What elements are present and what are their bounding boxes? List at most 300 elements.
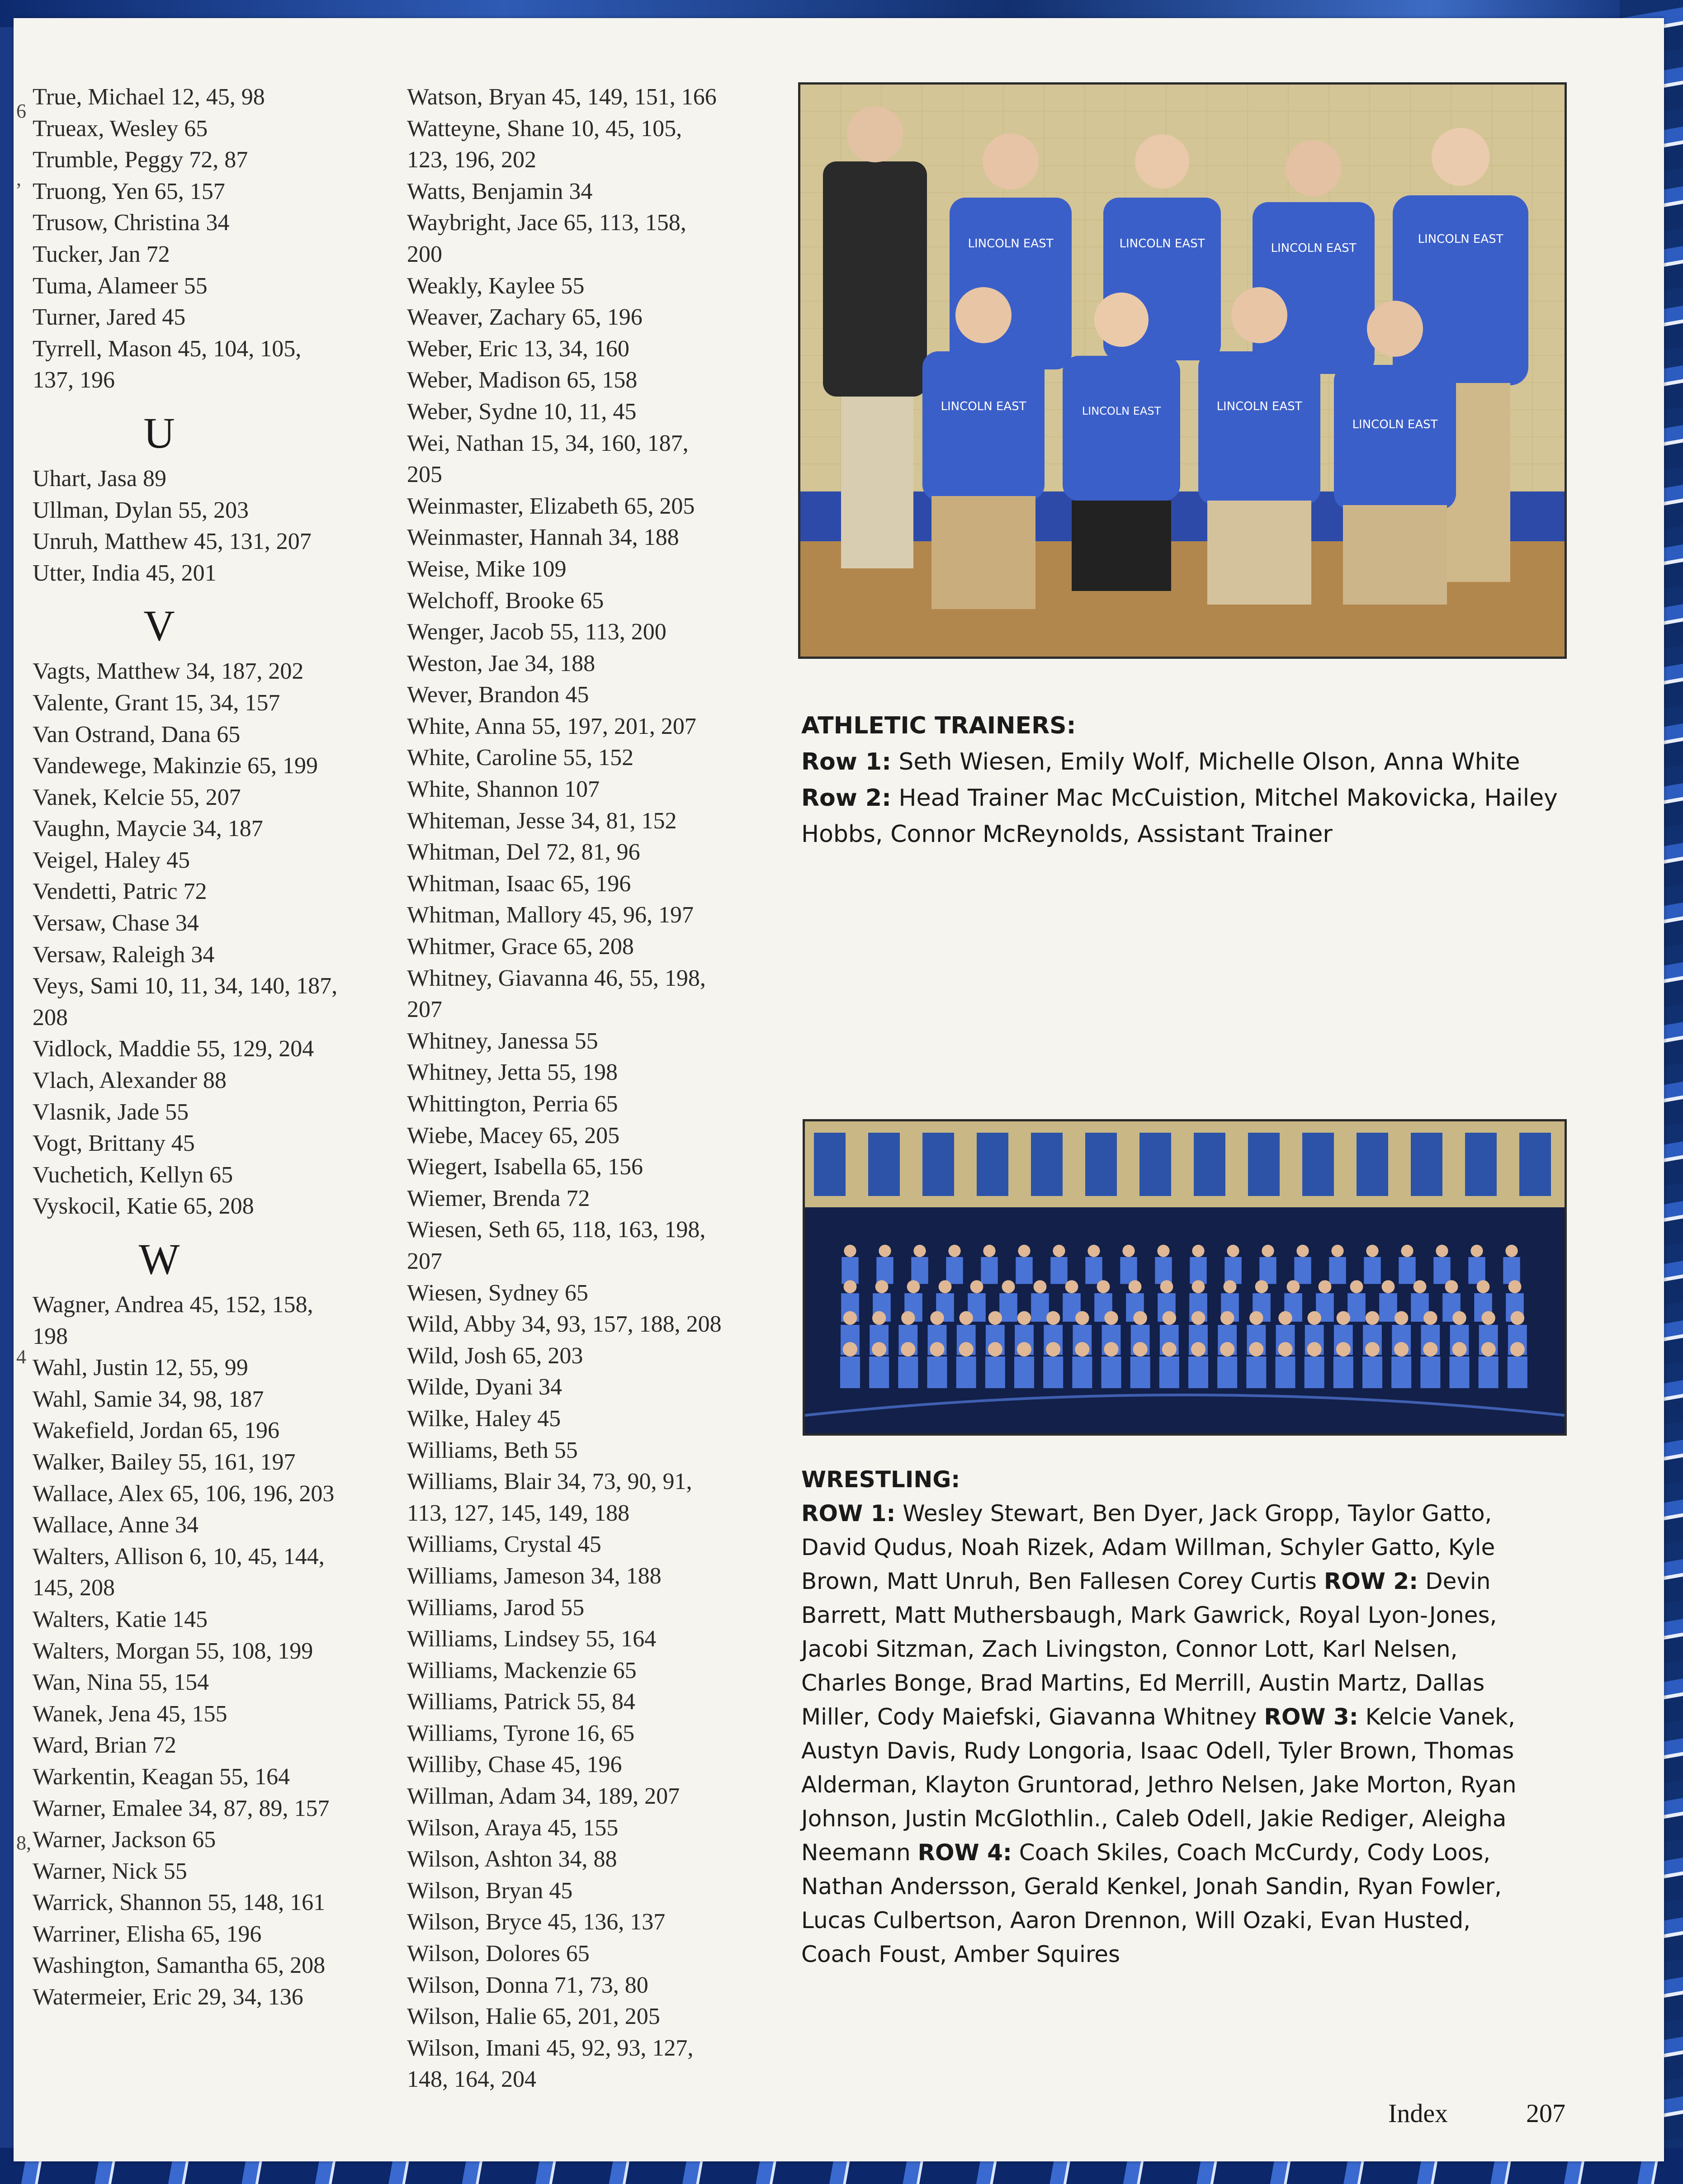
index-entry: Williams, Blair 34, 73, 90, 91, xyxy=(407,1469,692,1495)
row-label: ROW 4: xyxy=(917,1839,1012,1866)
team-member-head xyxy=(1192,1245,1204,1257)
team-member-head xyxy=(1337,1311,1350,1325)
index-entry: Wilson, Bryan 45 xyxy=(407,1877,573,1904)
section-letter-v: V xyxy=(143,601,175,650)
index-list-v xyxy=(33,656,403,1222)
team-member-head xyxy=(1157,1245,1169,1257)
index-entry: Vlasnik, Jade 55 xyxy=(33,1099,189,1125)
row-names: Kelcie Vanek, Austyn Davis, Rudy Longoria, Isaac Odell, Tyler Brown, Thomas Alderman, Klayton Gruntorad, Jethro Nelsen, Jake Morton, Ryan Johnson, Justin McGlothlin., Caleb Odell, Jakie Rediger, Aleigha Neemann xyxy=(801,1704,1517,1866)
team-member-head xyxy=(844,1245,856,1257)
team-member-head xyxy=(1227,1245,1239,1257)
team-member xyxy=(1130,1357,1150,1388)
index-entry: 198 xyxy=(33,1323,68,1349)
margin-mark: 4 xyxy=(16,1346,26,1368)
row-label: Row 1: xyxy=(801,748,891,775)
index-entry: True, Michael 12, 45, 98 xyxy=(33,84,265,110)
index-entry: Warner, Emalee 34, 87, 89, 157 xyxy=(33,1795,330,1821)
index-entry: Watson, Bryan 45, 149, 151, 166 xyxy=(407,84,717,110)
team-member xyxy=(1479,1357,1499,1388)
index-entry: Williams, Jameson 34, 188 xyxy=(407,1563,662,1589)
team-member-head xyxy=(1087,1245,1100,1257)
index-entry: Weinmaster, Elizabeth 65, 205 xyxy=(407,493,695,519)
team-member xyxy=(1259,1257,1276,1284)
team-member xyxy=(840,1357,860,1388)
index-entry: Williams, Lindsey 55, 164 xyxy=(407,1626,657,1652)
index-entry: Whittington, Perria 65 xyxy=(407,1091,618,1117)
team-member xyxy=(1014,1357,1034,1388)
team-member xyxy=(1399,1257,1415,1284)
index-entry: Walters, Allison 6, 10, 45, 144, xyxy=(33,1543,325,1569)
index-entry: 137, 196 xyxy=(33,367,115,393)
index-entry: Wilson, Araya 45, 155 xyxy=(407,1815,619,1841)
index-entry: Wild, Josh 65, 203 xyxy=(407,1343,583,1369)
team-member-head xyxy=(1262,1245,1274,1257)
team-member-head xyxy=(988,1311,1002,1325)
team-member-head xyxy=(1287,1280,1300,1293)
team-member xyxy=(1085,1257,1102,1284)
team-member-head xyxy=(879,1245,891,1257)
margin-mark: 6 xyxy=(16,100,26,122)
index-entry: Williams, Jarod 55 xyxy=(407,1594,585,1621)
index-list-u xyxy=(33,463,403,589)
index-entry: Uhart, Jasa 89 xyxy=(33,465,167,492)
team-member-head xyxy=(1445,1280,1458,1293)
team-member-head xyxy=(1414,1280,1427,1293)
index-entry: Whitney, Jetta 55, 198 xyxy=(407,1059,618,1086)
banner xyxy=(1031,1133,1063,1196)
shirt-lettering: LINCOLN EAST xyxy=(1216,400,1302,413)
team-member-head xyxy=(1382,1280,1395,1293)
index-entry: Wever, Brandon 45 xyxy=(407,682,589,708)
team-member-head xyxy=(1018,1245,1030,1257)
team-member-head xyxy=(1319,1280,1332,1293)
index-entry: Weise, Mike 109 xyxy=(407,556,567,582)
team-member-head xyxy=(872,1342,886,1357)
team-member-head xyxy=(1508,1280,1522,1293)
index-entry: Williams, Beth 55 xyxy=(407,1437,578,1463)
team-member-head xyxy=(939,1280,952,1293)
index-entry: Wilson, Bryce 45, 136, 137 xyxy=(407,1909,666,1935)
index-entry: Willman, Adam 34, 189, 207 xyxy=(407,1783,680,1810)
index-entry: Williams, Mackenzie 65 xyxy=(407,1657,637,1683)
team-member-head xyxy=(1163,1311,1176,1325)
row-names: Seth Wiesen, Emily Wolf, Michelle Olson, Anna White xyxy=(891,748,1520,775)
index-entry: Wahl, Samie 34, 98, 187 xyxy=(33,1386,264,1412)
team-member-head xyxy=(1423,1311,1437,1325)
index-entry: Weber, Madison 65, 158 xyxy=(407,367,638,393)
row-names: Devin Barrett, Matt Muthersbaugh, Mark Gawrick, Royal Lyon-Jones, Jacobi Sitzman, Zach Livingston, Connor Lott, Karl Nelsen, Charles Bonge, Brad Martins, Ed Merrill, Austin Martz, Dallas Miller, Cody Maiefski, Giavanna Whitney xyxy=(801,1568,1497,1730)
row-label: ROW 2: xyxy=(1324,1568,1418,1594)
banner xyxy=(1411,1133,1442,1196)
index-entry: 208 xyxy=(33,1004,68,1031)
index-entry: Whitmer, Grace 65, 208 xyxy=(407,934,634,960)
team-member-head xyxy=(1133,1342,1148,1357)
index-entry: Wei, Nathan 15, 34, 160, 187, xyxy=(407,430,689,456)
team-member-head xyxy=(1017,1342,1031,1357)
index-entry: Washington, Samantha 65, 208 xyxy=(33,1952,326,1979)
team-member xyxy=(1102,1357,1121,1388)
team-member xyxy=(1391,1357,1411,1388)
team-member-head xyxy=(1307,1342,1322,1357)
index-entry: 207 xyxy=(407,997,442,1023)
team-member xyxy=(1294,1257,1311,1284)
index-entry: Wan, Nina 55, 154 xyxy=(33,1669,209,1696)
team-member-head xyxy=(970,1280,983,1293)
index-entry: Warner, Nick 55 xyxy=(33,1858,187,1884)
row-names: Coach Skiles, Coach McCurdy, Cody Loos, Nathan Andersson, Gerald Kenkel, Jonah Sandin, Ryan Fowler, Lucas Culbertson, Aaron Drennon, Will Ozaki, Evan Husted, Coach Foust, Amber Squires xyxy=(801,1839,1502,1967)
index-entry: Wilde, Dyani 34 xyxy=(407,1374,563,1400)
index-entry: Wilson, Halie 65, 201, 205 xyxy=(407,2004,660,2030)
index-entry: Whitman, Mallory 45, 96, 197 xyxy=(407,902,694,928)
index-entry: Versaw, Raleigh 34 xyxy=(33,941,215,968)
index-entry: 148, 164, 204 xyxy=(407,2066,536,2093)
banner xyxy=(1248,1133,1280,1196)
caption-title: ATHLETIC TRAINERS: xyxy=(801,712,1076,739)
index-entry: Walker, Bailey 55, 161, 197 xyxy=(33,1449,296,1475)
team-member-head xyxy=(1511,1311,1524,1325)
margin-mark: 8, xyxy=(16,1832,31,1854)
shirt-lettering: LINCOLN EAST xyxy=(1082,405,1161,417)
index-entry: 123, 196, 202 xyxy=(407,147,536,173)
caption-row-2 xyxy=(801,780,1561,852)
index-entry: Versaw, Chase 34 xyxy=(33,910,199,936)
yearbook-page xyxy=(14,18,1664,2161)
team-member-head xyxy=(1104,1311,1118,1325)
index-entry: Tyrrell, Mason 45, 104, 105, xyxy=(33,336,302,362)
wrestling-photo-illustration xyxy=(805,1121,1565,1433)
index-entry: Tuma, Alameer 55 xyxy=(33,273,208,299)
index-entry: Whiteman, Jesse 34, 81, 152 xyxy=(407,808,677,834)
index-entry: Wilke, Haley 45 xyxy=(407,1405,561,1432)
team-member-head xyxy=(913,1245,926,1257)
team-member-head xyxy=(1452,1311,1466,1325)
index-entry: Trueax, Wesley 65 xyxy=(33,115,208,142)
index-entry: Wagner, Andrea 45, 152, 158, xyxy=(33,1292,313,1318)
banner xyxy=(1465,1133,1497,1196)
team-member-head xyxy=(1220,1311,1234,1325)
team-member-head xyxy=(1452,1342,1467,1357)
index-entry: Wiesen, Sydney 65 xyxy=(407,1280,588,1306)
shirt-lettering: LINCOLN EAST xyxy=(1271,241,1357,255)
team-member-head xyxy=(1477,1280,1490,1293)
banner xyxy=(1085,1133,1117,1196)
team-member-head xyxy=(1481,1311,1495,1325)
index-entry: Wanek, Jena 45, 155 xyxy=(33,1701,227,1727)
team-member-head xyxy=(1053,1245,1065,1257)
index-entry: Weinmaster, Hannah 34, 188 xyxy=(407,525,679,551)
team-member xyxy=(1159,1357,1179,1388)
index-entry: Truong, Yen 65, 157 xyxy=(33,178,225,204)
page-number: 207 xyxy=(1526,2099,1565,2128)
team-member-head xyxy=(1470,1245,1483,1257)
team-member xyxy=(1362,1357,1382,1388)
index-entry: Wiesen, Seth 65, 118, 163, 198, xyxy=(407,1217,706,1243)
team-member-head xyxy=(843,1342,857,1357)
team-member-head xyxy=(1394,1342,1409,1357)
team-member-head xyxy=(1255,1280,1268,1293)
index-entry: 205 xyxy=(407,462,442,488)
team-member-head xyxy=(844,1280,857,1293)
team-member-head xyxy=(959,1311,973,1325)
section-letter-w: W xyxy=(138,1235,180,1283)
team-member-head xyxy=(1307,1311,1321,1325)
index-entry: Trumble, Peggy 72, 87 xyxy=(33,147,248,173)
athletic-trainers-caption xyxy=(801,708,1561,852)
index-entry: Whitney, Giavanna 46, 55, 198, xyxy=(407,965,706,991)
wrestling-team-photo xyxy=(803,1119,1567,1436)
team-member-head xyxy=(1017,1311,1031,1325)
team-member-head xyxy=(1220,1342,1234,1357)
index-entry: Ullman, Dylan 55, 203 xyxy=(33,497,249,523)
team-member-head xyxy=(1350,1280,1363,1293)
index-entry: Williams, Tyrone 16, 65 xyxy=(407,1720,635,1746)
team-member xyxy=(1433,1257,1450,1284)
team-member xyxy=(1347,1293,1366,1322)
team-member xyxy=(1508,1357,1527,1388)
index-entry: Weston, Jae 34, 188 xyxy=(407,650,596,676)
index-entry: Whitman, Del 72, 81, 96 xyxy=(407,839,640,865)
index-list-t xyxy=(33,81,403,396)
banner xyxy=(922,1133,954,1196)
team-member xyxy=(1333,1357,1353,1388)
index-entry: White, Caroline 55, 152 xyxy=(407,745,634,771)
banner xyxy=(1519,1133,1551,1196)
athletic-trainers-photo xyxy=(798,82,1567,659)
team-member-head xyxy=(1104,1342,1119,1357)
team-member-head xyxy=(1249,1311,1263,1325)
team-member-head xyxy=(1423,1342,1437,1357)
index-entry: Unruh, Matthew 45, 131, 207 xyxy=(33,529,312,555)
index-entry: Walters, Morgan 55, 108, 199 xyxy=(33,1638,313,1664)
team-member-head xyxy=(907,1280,920,1293)
index-entry: Warriner, Elisha 65, 196 xyxy=(33,1921,262,1947)
index-entry: Weber, Sydne 10, 11, 45 xyxy=(407,398,637,425)
index-entry: White, Anna 55, 197, 201, 207 xyxy=(407,713,696,739)
row-label: ROW 3: xyxy=(1264,1704,1358,1730)
index-entry: Turner, Jared 45 xyxy=(33,304,186,331)
footer-section-label: Index xyxy=(1388,2099,1448,2128)
index-entry: Waybright, Jace 65, 113, 158, xyxy=(407,210,686,236)
banner xyxy=(1302,1133,1334,1196)
team-member xyxy=(842,1257,858,1284)
team-member-head xyxy=(1065,1280,1078,1293)
index-entry: Watteyne, Shane 10, 45, 105, xyxy=(407,115,682,142)
team-member-head xyxy=(1249,1342,1263,1357)
team-member-head xyxy=(843,1311,857,1325)
index-entry: Wenger, Jacob 55, 113, 200 xyxy=(407,619,667,645)
banner xyxy=(977,1133,1008,1196)
row-names: Head Trainer Mac McCuistion, Mitchel Makovicka, Hailey Hobbs, Connor McReynolds, Assistant Trainer xyxy=(801,785,1558,848)
index-entry: Vagts, Matthew 34, 187, 202 xyxy=(33,658,304,685)
index-entry: Williby, Chase 45, 196 xyxy=(407,1752,622,1778)
team-member xyxy=(1468,1257,1485,1284)
team-member-head xyxy=(1133,1311,1147,1325)
team-member-head xyxy=(1075,1311,1089,1325)
index-entry: Tucker, Jan 72 xyxy=(33,241,170,267)
team-member xyxy=(1217,1357,1237,1388)
team-member-head xyxy=(1097,1280,1110,1293)
team-member xyxy=(985,1357,1005,1388)
index-entry: Wiebe, Macey 65, 205 xyxy=(407,1122,620,1149)
index-entry: Vogt, Brittany 45 xyxy=(33,1130,195,1157)
index-entry: Wakefield, Jordan 65, 196 xyxy=(33,1418,279,1444)
team-member xyxy=(956,1357,976,1388)
section-letter-u: U xyxy=(143,408,175,457)
team-member-head xyxy=(1366,1311,1379,1325)
team-member-head xyxy=(872,1311,886,1325)
shirt-lettering: LINCOLN EAST xyxy=(941,400,1026,413)
team-member-head xyxy=(1162,1342,1177,1357)
team-member-head xyxy=(988,1342,1002,1357)
index-entry: Utter, India 45, 201 xyxy=(33,560,217,586)
caption-title: WRESTLING: xyxy=(801,1466,960,1493)
index-entry: Whitney, Janessa 55 xyxy=(407,1028,598,1054)
team-member xyxy=(1120,1257,1137,1284)
team-member-head xyxy=(1046,1342,1060,1357)
team-member-head xyxy=(1224,1280,1237,1293)
index-entry: Weakly, Kaylee 55 xyxy=(407,273,585,299)
index-entry: Weaver, Zachary 65, 196 xyxy=(407,304,643,331)
index-entry: Watts, Benjamin 34 xyxy=(407,178,593,204)
team-member xyxy=(911,1257,928,1284)
team-member xyxy=(1050,1257,1067,1284)
team-member-head xyxy=(901,1342,915,1357)
shirt-lettering: LINCOLN EAST xyxy=(1352,418,1438,431)
row-names: Wesley Stewart, Ben Dyer, Jack Gropp, Taylor Gatto, David Qudus, Noah Rizek, Adam Willman, Schyler Gatto, Kyle Brown, Matt Unruh, Ben Fallesen Corey Curtis xyxy=(801,1500,1495,1594)
team-member xyxy=(1379,1293,1397,1322)
team-member-head xyxy=(1278,1342,1293,1357)
index-entry: Vendetti, Patric 72 xyxy=(33,879,207,905)
index-column-1 xyxy=(33,81,403,2013)
index-entry: Trusow, Christina 34 xyxy=(33,210,230,236)
team-member-head xyxy=(948,1245,960,1257)
index-entry: Wilson, Dolores 65 xyxy=(407,1941,590,1967)
shirt-lettering: LINCOLN EAST xyxy=(968,237,1054,251)
index-entry: Vandewege, Makinzie 65, 199 xyxy=(33,753,318,779)
banner xyxy=(1139,1133,1171,1196)
team-member xyxy=(1155,1257,1172,1284)
index-entry: Veys, Sami 10, 11, 34, 140, 187, xyxy=(33,973,338,999)
index-column-2 xyxy=(407,81,814,2095)
index-entry: Warner, Jackson 65 xyxy=(33,1827,216,1853)
team-member xyxy=(1043,1357,1063,1388)
team-member xyxy=(981,1257,998,1284)
index-entry: Wahl, Justin 12, 55, 99 xyxy=(33,1355,248,1381)
team-member-head xyxy=(983,1245,995,1257)
index-list-w xyxy=(33,1289,403,2013)
index-entry: Wallace, Anne 34 xyxy=(33,1512,199,1538)
margin-mark: , xyxy=(16,168,21,190)
team-member-head xyxy=(1278,1311,1292,1325)
shirt-lettering: LINCOLN EAST xyxy=(1418,232,1503,246)
banner xyxy=(1194,1133,1225,1196)
team-member xyxy=(1503,1257,1520,1284)
caption-row-1 xyxy=(801,744,1561,780)
index-entry: Whitman, Isaac 65, 196 xyxy=(407,870,631,897)
shirt-lettering: LINCOLN EAST xyxy=(1119,237,1205,251)
index-entry: Warrick, Shannon 55, 148, 161 xyxy=(33,1890,326,1916)
team-member xyxy=(1072,1357,1092,1388)
team-member-head xyxy=(1366,1245,1378,1257)
team-member xyxy=(869,1357,889,1388)
index-entry: Vaughn, Maycie 34, 187 xyxy=(33,816,263,842)
team-member xyxy=(1420,1357,1440,1388)
index-entry: Wild, Abby 34, 93, 157, 188, 208 xyxy=(407,1311,722,1338)
index-list-w-continued xyxy=(407,81,814,2095)
index-entry: Wilson, Ashton 34, 88 xyxy=(407,1846,617,1872)
team-member-head xyxy=(1296,1245,1309,1257)
team-member xyxy=(1276,1357,1295,1388)
team-member xyxy=(1031,1293,1049,1322)
index-entry: Veigel, Haley 45 xyxy=(33,847,190,873)
team-member-head xyxy=(1191,1342,1206,1357)
team-member-head xyxy=(1401,1245,1413,1257)
index-entry: Watermeier, Eric 29, 34, 136 xyxy=(33,1984,303,2010)
team-member xyxy=(898,1357,918,1388)
row-label: Row 2: xyxy=(801,785,891,812)
team-member-head xyxy=(1510,1342,1525,1357)
index-entry: Walters, Katie 145 xyxy=(33,1606,208,1632)
index-entry: Wilson, Donna 71, 73, 80 xyxy=(407,1972,648,1998)
wrestling-caption xyxy=(801,1463,1543,1971)
team-member-head xyxy=(1365,1342,1380,1357)
index-entry: 145, 208 xyxy=(33,1575,115,1601)
team-member-head xyxy=(1129,1280,1142,1293)
index-entry: Welchoff, Brooke 65 xyxy=(407,587,604,614)
index-entry: 113, 127, 145, 149, 188 xyxy=(407,1500,630,1526)
trainers-photo-illustration xyxy=(800,85,1565,657)
team-member-head xyxy=(1481,1342,1496,1357)
team-member xyxy=(1016,1257,1032,1284)
team-member-head xyxy=(1122,1245,1135,1257)
team-member xyxy=(1329,1257,1346,1284)
banner xyxy=(868,1133,900,1196)
index-entry: Wilson, Imani 45, 92, 93, 127, xyxy=(407,2035,694,2061)
index-entry: White, Shannon 107 xyxy=(407,776,600,803)
team-member-head xyxy=(875,1280,889,1293)
team-member xyxy=(946,1257,963,1284)
banner xyxy=(814,1133,846,1196)
banner xyxy=(1357,1133,1388,1196)
index-entry: Valente, Grant 15, 34, 157 xyxy=(33,690,280,716)
team-member-head xyxy=(901,1311,915,1325)
team-member-head xyxy=(930,1342,945,1357)
index-entry: Wiemer, Brenda 72 xyxy=(407,1185,590,1211)
index-entry: Wiegert, Isabella 65, 156 xyxy=(407,1154,643,1180)
index-entry: Weber, Eric 13, 34, 160 xyxy=(407,336,629,362)
index-entry: 200 xyxy=(407,241,442,267)
index-entry: Vlach, Alexander 88 xyxy=(33,1068,227,1094)
team-member-head xyxy=(1075,1342,1089,1357)
index-entry: Vidlock, Maddie 55, 129, 204 xyxy=(33,1036,314,1062)
caption-body xyxy=(801,1497,1543,1971)
team-member-head xyxy=(1331,1245,1343,1257)
team-member xyxy=(1190,1257,1206,1284)
index-entry: Williams, Crystal 45 xyxy=(407,1532,601,1558)
index-entry: Vyskocil, Katie 65, 208 xyxy=(33,1193,254,1220)
index-entry: Williams, Patrick 55, 84 xyxy=(407,1689,635,1715)
index-entry: Ward, Brian 72 xyxy=(33,1732,176,1759)
team-member-head xyxy=(1395,1311,1408,1325)
team-member-head xyxy=(1436,1245,1448,1257)
team-member-head xyxy=(1002,1280,1015,1293)
team-member xyxy=(1305,1357,1324,1388)
team-member xyxy=(876,1257,893,1284)
team-member-head xyxy=(1192,1280,1205,1293)
team-member-head xyxy=(959,1342,974,1357)
team-member-head xyxy=(930,1311,944,1325)
team-member xyxy=(1246,1357,1266,1388)
